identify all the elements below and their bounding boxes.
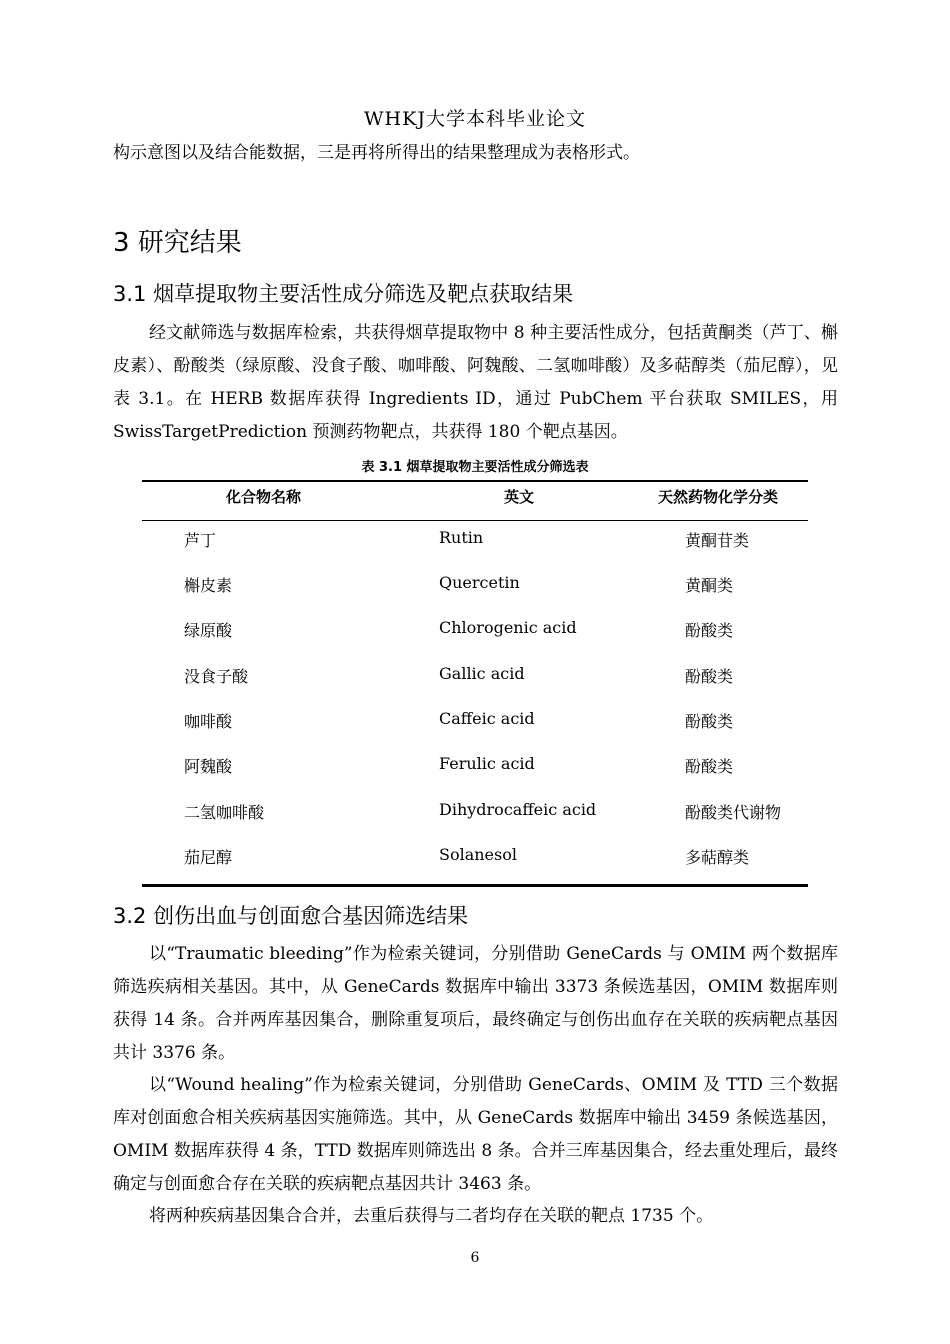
table-row [142, 528, 808, 573]
table-row [142, 618, 808, 663]
table-top-rule [142, 480, 808, 482]
compounds-table [142, 480, 808, 890]
table-header-class: 天然药物化学分类 [658, 488, 779, 506]
cell-name: 咖啡酸 [184, 712, 233, 731]
section-3-2-paragraph-2: 以“Wound healing”作为检索关键词，分别借助 GeneCards、OMIM 及 TTD 三个数据库对创面愈合相关疾病基因实施筛选。其中，从 GeneCards 数据库中输出 3459 条候选基因，OMIM 数据库获得 4 条，TTD 数据库则筛选出 8 条。合并三库基因集合，经去重处理后，最终确定与创面愈合存在关联的疾病靶点基因共计 3463 条。 [113, 1075, 838, 1194]
table-row [142, 664, 808, 709]
cell-english: Quercetin [439, 573, 520, 592]
table-row [142, 573, 808, 618]
cell-english: Ferulic acid [439, 754, 535, 773]
table-header-rule [142, 520, 808, 521]
running-header: WHKJ大学本科毕业论文 [364, 108, 586, 130]
table-row [142, 800, 808, 845]
cell-english: Solanesol [439, 845, 517, 864]
section-3-1-paragraph: 经文献筛选与数据库检索，共获得烟草提取物中 8 种主要活性成分，包括黄酮类（芦丁、槲皮素）、酚酸类（绿原酸、没食子酸、咖啡酸、阿魏酸、二氢咖啡酸）及多萜醇类（茄尼醇），见表 3.1。在 HERB 数据库获得 Ingredients ID，通过 PubChem 平台获取 SMILES，用 SwissTargetPrediction 预测药物靶点，共获得 180 个靶点基因。 [113, 323, 838, 442]
cell-class: 多萜醇类 [685, 848, 750, 867]
table-row [142, 754, 808, 799]
cell-class: 酚酸类 [685, 667, 734, 686]
cell-name: 绿原酸 [184, 621, 233, 640]
cell-name: 芦丁 [184, 531, 217, 550]
cell-english: Gallic acid [439, 664, 525, 683]
cell-class: 酚酸类 [685, 757, 734, 776]
section-3-2-paragraph-1: 以“Traumatic bleeding”作为检索关键词，分别借助 GeneCards 与 OMIM 两个数据库筛选疾病相关基因。其中，从 GeneCards 数据库中输出 3373 条候选基因，OMIM 数据库则获得 14 条。合并两库基因集合，删除重复项后，最终确定与创伤出血存在关联的疾病靶点基因共计 3376 条。 [113, 944, 838, 1063]
cell-class: 酚酸类 [685, 712, 734, 731]
cell-name: 槲皮素 [184, 576, 233, 595]
table-header-english: 英文 [504, 488, 535, 506]
cell-english: Dihydrocaffeic acid [439, 800, 597, 819]
table-caption: 表 3.1 烟草提取物主要活性成分筛选表 [361, 460, 589, 475]
cell-class: 酚酸类代谢物 [685, 803, 782, 822]
section-3-1-heading: 3.1 烟草提取物主要活性成分筛选及靶点获取结果 [113, 282, 574, 306]
cell-english: Caffeic acid [439, 709, 535, 728]
section-3-2-heading: 3.2 创伤出血与创面愈合基因筛选结果 [113, 904, 469, 928]
cell-english: Rutin [439, 528, 484, 547]
cell-english: Chlorogenic acid [439, 618, 577, 637]
table-header-name: 化合物名称 [226, 488, 302, 506]
cell-class: 酚酸类 [685, 621, 734, 640]
cell-name: 二氢咖啡酸 [184, 803, 265, 822]
table-bottom-rule [142, 884, 808, 887]
intro-line: 构示意图以及结合能数据，三是再将所得出的结果整理成为表格形式。 [113, 143, 640, 163]
cell-name: 阿魏酸 [184, 757, 233, 776]
cell-name: 没食子酸 [184, 667, 249, 686]
section-3-heading: 3 研究结果 [113, 228, 242, 258]
section-3-2-paragraph-3: 将两种疾病基因集合合并，去重后获得与二者均存在关联的靶点 1735 个。 [149, 1206, 714, 1226]
cell-class: 黄酮类 [685, 576, 734, 595]
cell-name: 茄尼醇 [184, 848, 233, 867]
page-number: 6 [470, 1250, 480, 1266]
cell-class: 黄酮苷类 [685, 531, 750, 550]
table-row [142, 709, 808, 754]
